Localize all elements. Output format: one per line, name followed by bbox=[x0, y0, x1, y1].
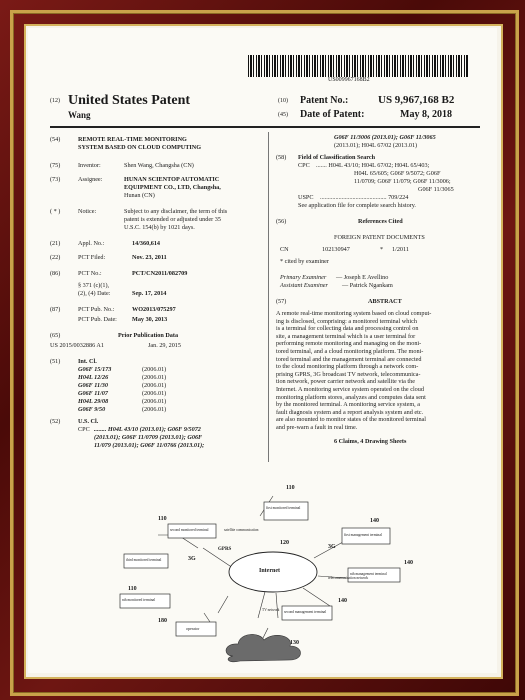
patent-title: United States Patent bbox=[68, 93, 191, 108]
internet-label: Internet bbox=[259, 568, 280, 574]
first-monitored-terminal-box bbox=[264, 502, 308, 520]
third-monitored-terminal-label: third monitored terminal bbox=[126, 558, 162, 562]
code-73: (73) bbox=[50, 176, 61, 183]
uspc-label: USPC bbox=[298, 194, 314, 201]
int-cl-code: H04L 29/08 bbox=[78, 398, 109, 405]
abstract-line: to the cloud monitoring platform through a network com- bbox=[276, 363, 419, 371]
notice-label: Notice: bbox=[78, 208, 97, 215]
prior-publication-title: Prior Publication Data bbox=[118, 332, 179, 339]
patent-document bbox=[28, 28, 497, 673]
abstract-line: monitoring platform stores, analyzes and computes data sent bbox=[276, 393, 426, 401]
pct-filed-label: PCT Filed: bbox=[78, 254, 106, 261]
notice-line-2: patent is extended or adjusted under 35 bbox=[124, 216, 221, 223]
int-cl-year: (2006.01) bbox=[142, 390, 167, 397]
inventor-surname: Wang bbox=[68, 110, 91, 120]
invention-title-line-1: REMOTE REAL-TIME MONITORING bbox=[78, 136, 187, 143]
code-45: (45) bbox=[278, 112, 288, 118]
pct-filed-value: Nov. 23, 2011 bbox=[132, 254, 167, 261]
abstract-line: A remote real-time monitoring system based on cloud comput- bbox=[276, 310, 432, 317]
3g-left-label: 3G bbox=[188, 556, 196, 562]
nth-monitored-terminal-label: nth monitored terminal bbox=[122, 598, 156, 602]
code-65: (65) bbox=[50, 332, 61, 339]
classification-line-1: ....... H04L 43/10; H04L 67/02; H04L 65/403; bbox=[316, 162, 430, 169]
appl-no-value: 14/360,614 bbox=[132, 240, 161, 247]
primary-examiner-label: Primary Examiner bbox=[280, 274, 327, 281]
prior-publication-number: US 2015/0032886 A1 bbox=[50, 342, 104, 349]
system-diagram bbox=[28, 28, 497, 673]
telecom-label: telecommunication network bbox=[328, 576, 369, 580]
code-12: (12) bbox=[50, 98, 60, 104]
patent-no-label: Patent No.: bbox=[300, 95, 349, 106]
ref-country: CN bbox=[280, 246, 289, 253]
cpc-line-2: (2013.01); G06F 11/0709 (2013.01); G06F bbox=[94, 434, 203, 441]
invention-title-line-2: SYSTEM BASED ON CLOUD COMPUTING bbox=[78, 144, 202, 151]
abstract-line: and pre-warn a fault in real time. bbox=[276, 424, 358, 431]
pct-pub-date-value: May 30, 2013 bbox=[132, 316, 168, 323]
label-110-top: 110 bbox=[286, 485, 295, 491]
claims-summary: 6 Claims, 4 Drawing Sheets bbox=[334, 438, 407, 445]
abstract-line: fault diagnosis system and a report analysis system and etc. bbox=[276, 408, 424, 416]
pct-pub-no-value: WO2013/075297 bbox=[132, 306, 176, 313]
abstract-line: tored terminal and the management terminal are connected bbox=[276, 355, 422, 363]
abstract-line: site, a management terminal which is a user terminal for bbox=[276, 332, 416, 340]
assignee-line-3: Hunan (CN) bbox=[124, 192, 155, 199]
primary-examiner-value: — Joseph E Avellino bbox=[336, 274, 389, 281]
code-86: (86) bbox=[50, 270, 61, 277]
cloud-platform-icon bbox=[226, 634, 300, 661]
abstract-line: tion network, power carrier network and satellite via the bbox=[276, 378, 415, 386]
label-110-left: 110 bbox=[158, 516, 167, 522]
int-cl-year: (2006.01) bbox=[142, 374, 167, 381]
label-130: 130 bbox=[290, 640, 299, 646]
abstract-line: Internet. A monitoring service system operated on the cloud bbox=[276, 386, 424, 393]
references-cited-title: References Cited bbox=[358, 218, 403, 225]
foreign-patents-title: FOREIGN PATENT DOCUMENTS bbox=[334, 234, 425, 241]
int-cl-code: G06F 15/173 bbox=[78, 366, 112, 373]
int-cl-year: (2006.01) bbox=[142, 406, 167, 413]
ref-number: 102130947 bbox=[322, 246, 350, 253]
ref-date: 1/2011 bbox=[392, 246, 409, 253]
code-75: (75) bbox=[50, 162, 61, 169]
int-cl-year: (2006.01) bbox=[142, 366, 167, 373]
cpc-line-3: 11/079 (2013.01); G06F 11/0766 (2013.01); bbox=[94, 442, 205, 449]
ref-star: * bbox=[380, 246, 384, 253]
uspc-value: ........................................... 709/224 bbox=[320, 194, 409, 201]
assignee-line-1: HUNAN SCIENTOP AUTOMATIC bbox=[124, 176, 220, 183]
3g-right-label: 3G bbox=[328, 544, 336, 550]
code-52: (52) bbox=[50, 418, 61, 425]
int-cl-code: G06F 9/50 bbox=[78, 406, 106, 413]
code-56: (56) bbox=[276, 218, 287, 225]
pct-no-label: PCT No.: bbox=[78, 270, 102, 277]
abstract-line: is a terminal for collecting data and processing control on bbox=[276, 325, 419, 333]
assignee-line-2: EQUIPMENT CO., LTD, Changsha, bbox=[124, 184, 221, 191]
abstract-line: by the monitored terminal. A monitoring service system, a bbox=[276, 401, 421, 409]
first-management-terminal-label: first management terminal bbox=[344, 533, 382, 537]
abstract-line: ing is disclosed, comprising: a monitored terminal which bbox=[276, 317, 417, 325]
section-371-date-label: (2), (4) Date: bbox=[78, 290, 111, 297]
code-51: (51) bbox=[50, 358, 61, 365]
second-monitored-terminal-label: second monitored terminal bbox=[170, 528, 209, 532]
label-180: 180 bbox=[158, 618, 167, 624]
int-cl-code: G06F 11/07 bbox=[78, 390, 108, 397]
section-371-date-value: Sep. 17, 2014 bbox=[132, 290, 167, 297]
first-monitored-terminal-label: first monitored terminal bbox=[266, 506, 301, 510]
operator-label: operator bbox=[186, 626, 200, 631]
patent-no: US 9,967,168 B2 bbox=[378, 94, 455, 106]
us-cl-title: U.S. Cl. bbox=[78, 418, 99, 425]
classification-line-4: G06F 11/3065 bbox=[418, 186, 454, 193]
code-58: (58) bbox=[276, 154, 287, 161]
assistant-examiner-label: Assistant Examiner bbox=[280, 282, 328, 289]
gprs-label: GPRS bbox=[218, 547, 232, 552]
assignee-label: Assignee: bbox=[78, 176, 103, 183]
cpc-line-1: ........ H04L 43/10 (2013.01); G06F 9/5072 bbox=[94, 426, 201, 433]
notice-line-1: Subject to any disclaimer, the term of this bbox=[124, 208, 228, 215]
abstract-line: tored terminal, and a cloud monitoring platform. The moni- bbox=[276, 348, 424, 355]
classification-cpc-label: CPC bbox=[298, 162, 310, 169]
cpc-label: CPC bbox=[78, 426, 90, 433]
pct-pub-date-label: PCT Pub. Date: bbox=[78, 316, 117, 323]
int-cl-year: (2006.01) bbox=[142, 398, 167, 405]
appl-no-label: Appl. No.: bbox=[78, 240, 105, 247]
code-notice: ( * ) bbox=[50, 208, 61, 215]
pct-pub-no-label: PCT Pub. No.: bbox=[78, 306, 115, 313]
classification-line-3: 11/0709; G06F 11/079; G06F 11/3006; bbox=[354, 178, 451, 185]
inventor-label: Inventor: bbox=[78, 162, 101, 169]
abstract-line: are also mounted to monitor states of the monitored terminal bbox=[276, 416, 427, 424]
classification-line-2: H04L 65/605; G06F 9/5072; G06F bbox=[354, 170, 441, 177]
label-140-c: 140 bbox=[338, 598, 347, 604]
search-history-note: See application file for complete search history. bbox=[298, 202, 416, 209]
assistant-examiner-value: — Patrick Ngankam bbox=[342, 282, 393, 289]
inventor-value: Shen Wang, Changsha (CN) bbox=[124, 162, 194, 169]
abstract-line: performing remote monitoring and managing on the moni- bbox=[276, 340, 422, 348]
second-management-terminal-label: second management terminal bbox=[284, 610, 327, 614]
code-87: (87) bbox=[50, 306, 61, 313]
cpc-continued-line-2: (2013.01); H04L 67/02 (2013.01) bbox=[334, 142, 418, 149]
code-10: (10) bbox=[278, 98, 288, 104]
tv-network-label: TV network bbox=[262, 608, 280, 612]
label-140-a: 140 bbox=[370, 518, 379, 524]
classification-search-title: Field of Classification Search bbox=[298, 154, 376, 161]
cited-by-examiner: * cited by examiner bbox=[280, 258, 329, 265]
date-label: Date of Patent: bbox=[300, 109, 365, 120]
satellite-label: satellite communication bbox=[224, 528, 259, 532]
code-22: (22) bbox=[50, 254, 61, 261]
int-cl-code: H04L 12/26 bbox=[78, 374, 109, 381]
pct-no-value: PCT/CN2011/082709 bbox=[132, 270, 188, 277]
patent-date: May 8, 2018 bbox=[400, 109, 452, 120]
int-cl-code: G06F 11/30 bbox=[78, 382, 108, 389]
publication-number: US009967168B2 bbox=[328, 77, 370, 83]
int-cl-year: (2006.01) bbox=[142, 382, 167, 389]
abstract-title: ABSTRACT bbox=[368, 298, 402, 305]
int-cl-title: Int. Cl. bbox=[78, 358, 97, 365]
nth-management-terminal-label: nth management terminal bbox=[350, 572, 387, 576]
label-140-b: 140 bbox=[404, 560, 413, 566]
code-54: (54) bbox=[50, 136, 61, 143]
abstract-line: prising GPRS, 3G broadcast TV network, telecommunica- bbox=[276, 370, 421, 378]
section-371: § 371 (c)(1), bbox=[78, 282, 110, 289]
label-120: 120 bbox=[280, 540, 289, 546]
prior-publication-date: Jan. 29, 2015 bbox=[148, 342, 181, 349]
label-110-mid: 110 bbox=[128, 586, 137, 592]
code-21: (21) bbox=[50, 240, 61, 247]
code-57: (57) bbox=[276, 298, 287, 305]
notice-line-3: U.S.C. 154(b) by 1021 days. bbox=[124, 224, 195, 231]
cpc-continued-line-1: G06F 11/3006 (2013.01); G06F 11/3065 bbox=[334, 134, 436, 141]
